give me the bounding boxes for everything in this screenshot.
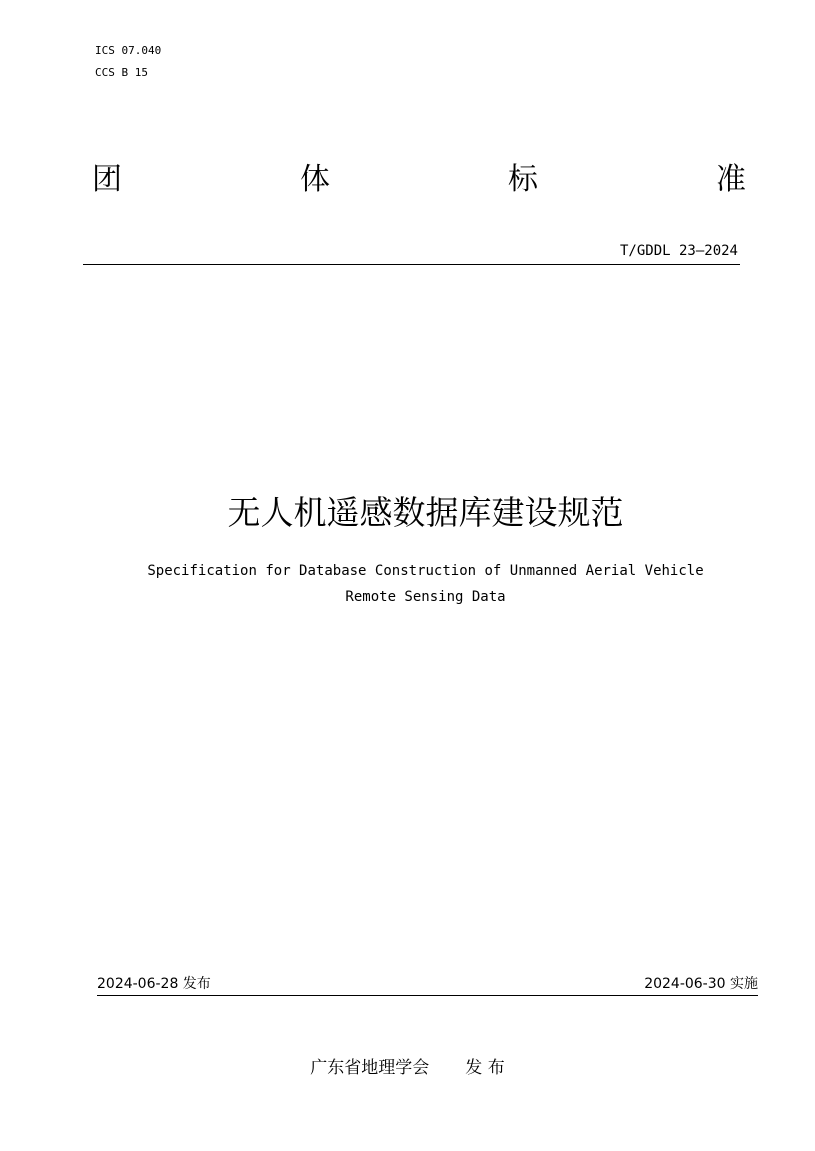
footer-divider — [97, 995, 758, 996]
title-english — [0, 558, 815, 610]
standard-type-char-3: 标 — [508, 162, 538, 197]
publisher-line — [0, 1053, 815, 1078]
standard-type-char-1: 团 — [92, 162, 122, 197]
title-english-line-2: Remote Sensing Data — [345, 589, 506, 605]
header-divider — [83, 264, 740, 265]
title-english-line-1: Specification for Database Construction of Unmanned Aerial Vehicle — [147, 563, 704, 579]
classification-codes — [95, 40, 161, 84]
publisher-name: 广东省地理学会 — [310, 1058, 430, 1078]
publish-date: 2024-06-28 发布 — [97, 976, 211, 992]
standard-type-char-4: 准 — [716, 162, 746, 197]
standard-type-char-2: 体 — [300, 162, 330, 197]
standard-number: T/GDDL 23—2024 — [619, 243, 738, 259]
effective-date: 2024-06-30 实施 — [644, 976, 758, 992]
ics-code: ICS 07.040 — [95, 44, 162, 57]
ccs-code: CCS B 15 — [95, 66, 148, 79]
publisher-action: 发 布 — [465, 1058, 505, 1078]
title-chinese: 无人机遥感数据库建设规范 — [227, 493, 624, 532]
